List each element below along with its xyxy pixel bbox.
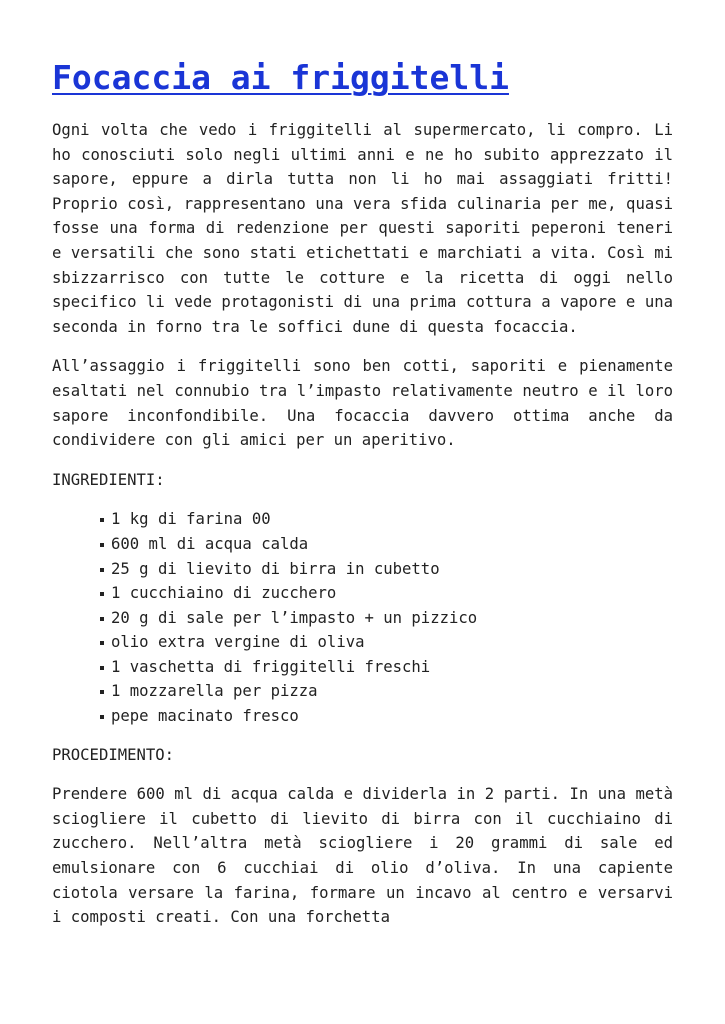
ingredient-text: 1 cucchiaino di zucchero <box>111 584 337 603</box>
bullet-icon <box>100 715 104 719</box>
list-item <box>99 581 673 606</box>
ingredient-text: 1 mozzarella per pizza <box>111 682 318 701</box>
list-item <box>99 507 673 532</box>
bullet-icon <box>100 568 104 572</box>
intro-paragraph: Ogni volta che vedo i friggitelli al supermercato, li compro. Li ho conosciuti solo negli ultimi anni e ne ho subito apprezzato il sapore, eppure a dirla tutta non li ho mai assaggiati fritti! Proprio così, rappresentano una vera sfida culinaria per me, quasi fosse una forma di redenzione per questi saporiti peperoni teneri e versatili che sono stati etichettati e marchiati a vita. Così mi sbizzarrisco con tutte le cotture e la ricetta di oggi nello specifico li vede protagonisti di una prima cottura a vapore e una seconda in forno tra le soffici dune di questa focaccia. <box>52 121 673 336</box>
article-title <box>52 58 673 98</box>
ingredient-text: 1 vaschetta di friggitelli freschi <box>111 657 431 676</box>
list-item <box>99 532 673 557</box>
ingredient-text: 600 ml di acqua calda <box>111 534 309 553</box>
procedure-paragraph: Prendere 600 ml di acqua calda e dividerla in 2 parti. In una metà sciogliere il cubetto di lievito di birra con il cucchiaino di zucchero. Nell’altra metà sciogliere i 20 grammi di sale ed emulsionare con 6 cucchiai di olio d’oliva. In una capiente ciotola versare la farina, formare un incavo al centro e versarvi i composti creati. Con una forchetta <box>52 785 673 927</box>
ingredient-text: 1 kg di farina 00 <box>111 510 271 529</box>
ingredient-text: olio extra vergine di oliva <box>111 633 365 652</box>
ingredient-text: 20 g di sale per l’impasto + un pizzico <box>111 608 478 627</box>
bullet-icon <box>100 617 104 621</box>
bullet-icon <box>100 592 104 596</box>
article-title-link[interactable]: Focaccia ai friggitelli <box>52 58 509 97</box>
ingredient-text: 25 g di lievito di birra in cubetto <box>111 559 440 578</box>
procedure-heading: PROCEDIMENTO: <box>52 745 175 764</box>
bullet-icon <box>100 641 104 645</box>
list-item <box>99 704 673 729</box>
list-item <box>99 679 673 704</box>
bullet-icon <box>100 690 104 694</box>
list-item <box>99 606 673 631</box>
bullet-icon <box>100 543 104 547</box>
tasting-paragraph: All’assaggio i friggitelli sono ben cotti, saporiti e pienamente esaltati nel connubio tra l’impasto relativamente neutro e il loro sapore inconfondibile. Una focaccia davvero ottima anche da condividere con gli amici per un aperitivo. <box>52 357 673 450</box>
list-item <box>99 655 673 680</box>
bullet-icon <box>100 518 104 522</box>
article <box>52 0 673 930</box>
ingredients-list <box>52 507 673 728</box>
bullet-icon <box>100 666 104 670</box>
list-item <box>99 557 673 582</box>
ingredient-text: pepe macinato fresco <box>111 707 299 726</box>
ingredients-heading: INGREDIENTI: <box>52 470 165 489</box>
list-item <box>99 630 673 655</box>
